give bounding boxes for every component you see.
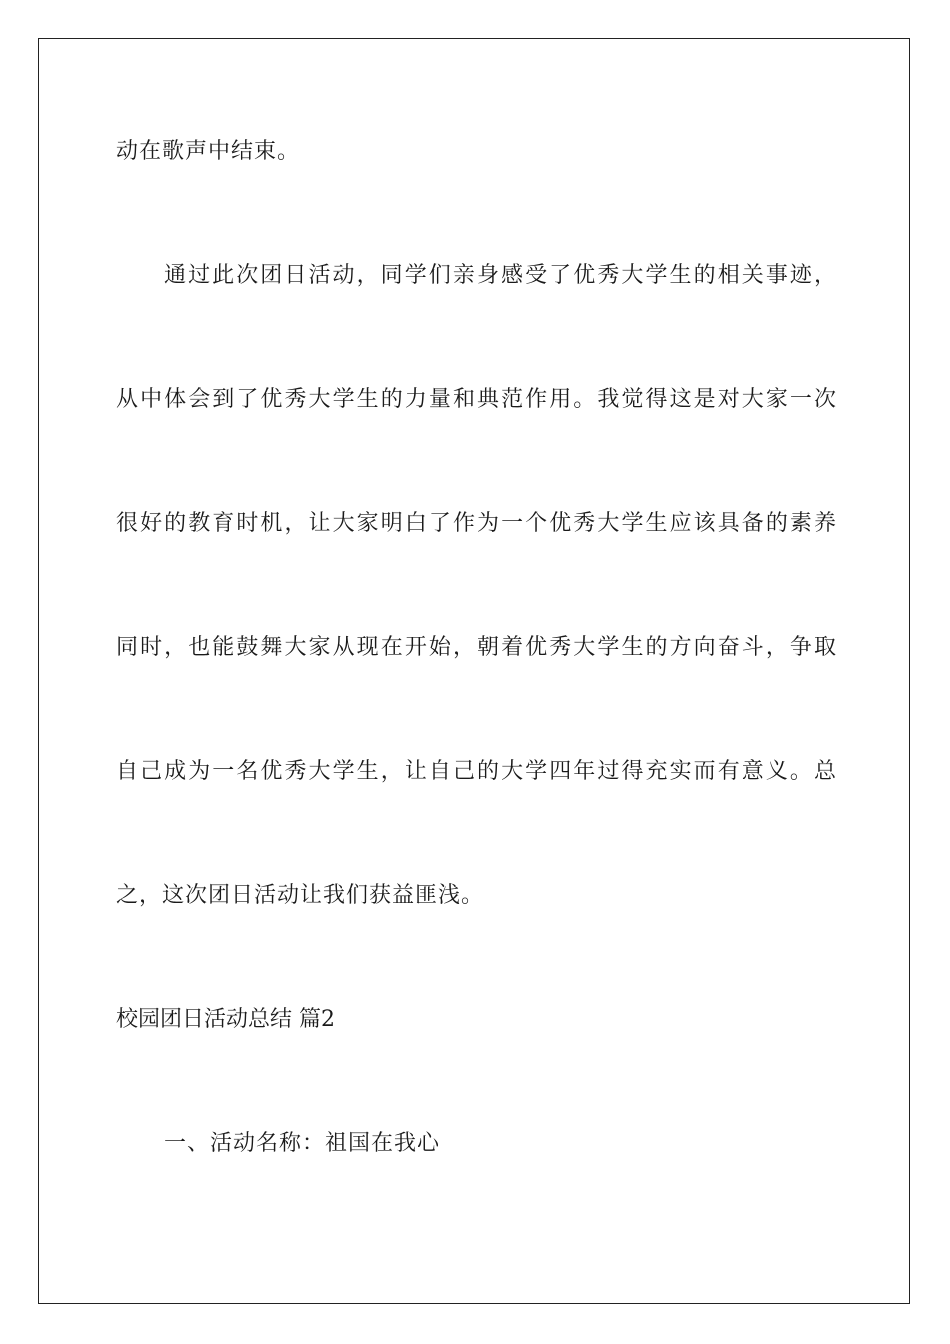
section-heading: 校园团日活动总结 篇2	[116, 1007, 335, 1032]
paragraph-line-4: 很好的教育时机，让大家明白了作为一个优秀大学生应该具备的素养	[116, 511, 836, 536]
paragraph-line-2: 通过此次团日活动，同学们亲身感受了优秀大学生的相关事迹，	[164, 263, 836, 288]
page-border	[38, 38, 910, 1304]
activity-name-line: 一、活动名称：祖国在我心	[164, 1131, 441, 1156]
paragraph-line-3: 从中体会到了优秀大学生的力量和典范作用。我觉得这是对大家一次	[116, 387, 836, 412]
paragraph-line-1: 动在歌声中结束。	[116, 139, 301, 164]
paragraph-line-7: 之，这次团日活动让我们获益匪浅。	[116, 883, 485, 908]
paragraph-line-6: 自己成为一名优秀大学生，让自己的大学四年过得充实而有意义。总	[116, 759, 836, 784]
paragraph-line-5: 同时，也能鼓舞大家从现在开始，朝着优秀大学生的方向奋斗，争取	[116, 635, 836, 660]
